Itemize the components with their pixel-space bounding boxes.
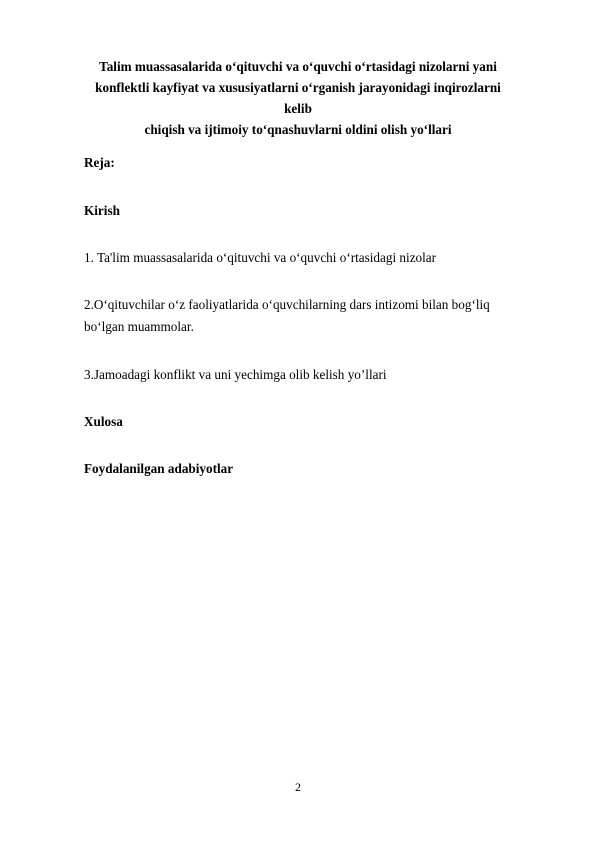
- document-title: [80, 56, 516, 140]
- plan-item-3: 3.Jamoadagi konflikt va uni yechimga olib kelish yo’llari: [84, 367, 387, 382]
- title-line-3: chiqish va ijtimoiy to‘qnashuvlarni oldini olish yo‘llari: [144, 122, 452, 137]
- title-line-1: Talim muassasalarida o‘qituvchi va o‘quvchi o‘rtasidagi nizolarni yani: [99, 59, 497, 74]
- conclusion-heading: Xulosa: [84, 414, 123, 429]
- plan-item-1: 1. Ta'lim muassasalarida o‘qituvchi va o‘quvchi o‘rtasidagi nizolar: [84, 250, 437, 265]
- plan-item-2-line-2: bo‘lgan muammolar.: [84, 319, 194, 334]
- references-heading: Foydalanilgan adabiyotlar: [84, 461, 234, 476]
- intro-heading: Kirish: [84, 203, 120, 218]
- page-number: 2: [295, 780, 301, 794]
- plan-item-2-line-1: 2.O‘qituvchilar o‘z faoliyatlarida o‘quvchilarning dars intizomi bilan bog‘liq: [84, 297, 490, 312]
- plan-heading: Reja:: [84, 155, 115, 170]
- title-line-2: konflektli kayfiyat va xususiyatlarni o‘rganish jarayonidagi inqirozlarni kelib: [95, 80, 501, 116]
